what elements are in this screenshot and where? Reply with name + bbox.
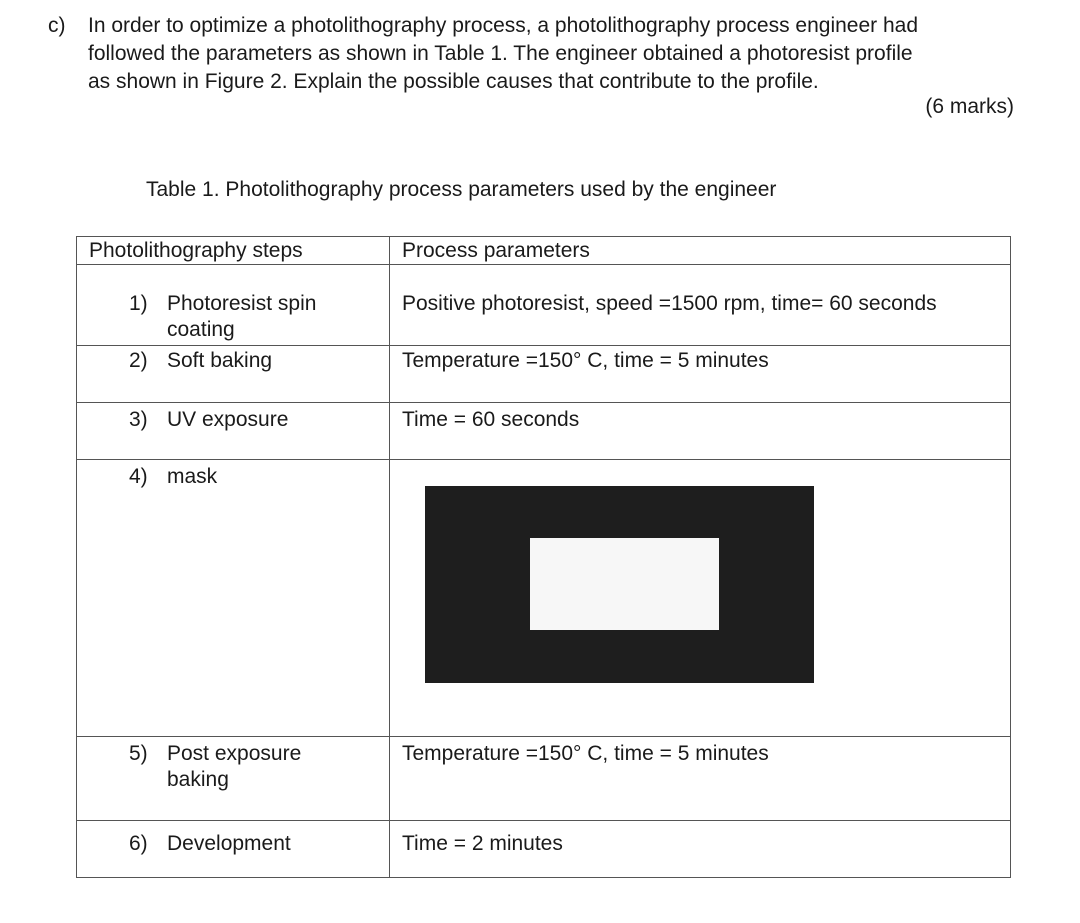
table-row (77, 346, 1011, 403)
question-line: as shown in Figure 2. Explain the possible causes that contribute to the profile. (88, 70, 819, 93)
table-row (77, 821, 1011, 878)
question-label: c) (48, 14, 66, 37)
step-label: Post exposure (167, 742, 302, 765)
param-text: Positive photoresist, speed =1500 rpm, time= 60 seconds (402, 292, 937, 315)
param-cell (390, 403, 1011, 460)
param-cell (390, 821, 1011, 878)
question-line: followed the parameters as shown in Table 1. The engineer obtained a photoresist profile (88, 42, 913, 65)
param-cell (390, 737, 1011, 821)
param-text: Time = 60 seconds (402, 408, 580, 431)
mask-opaque-region (425, 486, 814, 683)
step-label: Development (167, 832, 291, 855)
step-label: UV exposure (167, 408, 289, 431)
step-number: 2) (129, 349, 148, 372)
step-number: 3) (129, 408, 148, 431)
step-number: 4) (129, 465, 148, 488)
header-parameters: Process parameters (390, 237, 1011, 265)
step-label: baking (167, 768, 229, 791)
step-label: mask (167, 465, 218, 488)
step-label: coating (167, 318, 235, 341)
step-number: 6) (129, 832, 148, 855)
param-cell (390, 265, 1011, 346)
table-row (77, 460, 1011, 737)
step-cell (77, 460, 390, 737)
param-cell (390, 346, 1011, 403)
step-cell (77, 346, 390, 403)
question-text (88, 12, 1028, 96)
mask-figure-cell (390, 460, 1011, 737)
step-number: 1) (129, 292, 148, 315)
table-header-row (77, 237, 1011, 265)
step-cell (77, 737, 390, 821)
step-label: Photoresist spin (167, 292, 317, 315)
param-text: Time = 2 minutes (402, 832, 563, 855)
param-text: Temperature =150° C, time = 5 minutes (402, 349, 769, 372)
process-parameters-table (76, 236, 1011, 878)
mask-clear-window (530, 538, 719, 630)
table-row (77, 737, 1011, 821)
question-line: In order to optimize a photolithography process, a photolithography process engineer had (88, 14, 919, 37)
table-row (77, 265, 1011, 346)
step-cell (77, 403, 390, 460)
table-caption: Table 1. Photolithography process parameters used by the engineer (146, 178, 777, 201)
step-cell (77, 265, 390, 346)
step-label: Soft baking (167, 349, 273, 372)
step-number: 5) (129, 742, 148, 765)
header-steps: Photolithography steps (77, 237, 390, 265)
param-text: Temperature =150° C, time = 5 minutes (402, 742, 769, 765)
step-cell (77, 821, 390, 878)
table-row (77, 403, 1011, 460)
marks-label: (6 marks) (925, 95, 1014, 118)
